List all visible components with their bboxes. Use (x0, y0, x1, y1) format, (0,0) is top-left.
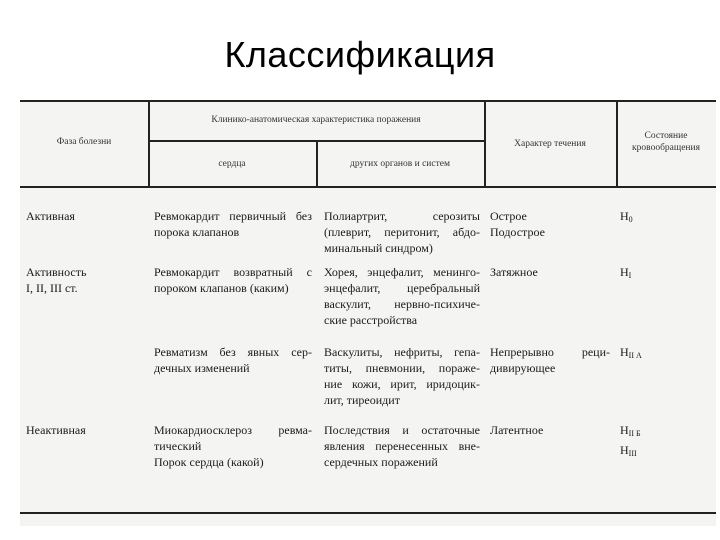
header-other-organs: других органов и систем (350, 159, 450, 169)
row4-circulation: $Н_{II Б}$ $Н_{III}$ (620, 423, 641, 458)
slide-title: Классификация (224, 34, 496, 75)
row1-circulation: $Н_0$ (620, 209, 633, 224)
classification-table (20, 100, 716, 526)
row1-heart: Ревмокардит первичный без порока клапанов (154, 209, 312, 239)
row2-other-organs: Хорея, энцефалит, менинго- энцефалит, церебральный васкулит, нервно-психиче- ские расстройства (324, 265, 480, 327)
row2-course: Затяжное (490, 265, 538, 279)
header-bottom-rule (20, 186, 716, 188)
header-circulation: Состояние кровообращения (632, 131, 700, 153)
row1-course: Острое Подострое (490, 209, 545, 239)
row3-circulation: $Н_{II А}$ (620, 345, 642, 360)
row4-phase: Неактивная (26, 423, 86, 437)
row2-circulation: $Н_I$ (620, 265, 632, 280)
row3-course: Непрерывно реци- дивирующее (490, 345, 610, 375)
row4-heart: Миокардиосклероз ревма- тический Порок сердца (какой) (154, 423, 312, 469)
row4-other-organs: Последствия и остаточные явления перенесенных вне- сердечных поражений (324, 423, 480, 469)
table-top-rule (20, 100, 716, 102)
row1-phase: Активная (26, 209, 75, 223)
row1-other-organs: Полиартрит, серозиты (плеврит, перитонит, абдо- минальный синдром) (324, 209, 480, 255)
header-course: Характер течения (514, 139, 586, 149)
row3-heart: Ревматизм без явных сер- дечных изменений (154, 345, 312, 375)
header-heart: сердца (218, 159, 246, 169)
row2-heart: Ревмокардит возвратный с пороком клапанов (каким) (154, 265, 312, 295)
header-phase: Фаза болезни (56, 137, 112, 147)
row4-course: Латентное (490, 423, 544, 437)
header-divider-1 (148, 100, 150, 186)
table-bottom-rule (20, 512, 716, 514)
header-clinical: Клинико-анатомическая характеристика поражения (211, 115, 421, 125)
row3-other-organs: Васкулиты, нефриты, гепа- титы, пневмонии, пораже- ние кожи, ирит, иридоцик- лит, тиреоидит (324, 345, 480, 407)
row2-phase: Активность I, II, III ст. (26, 265, 87, 295)
